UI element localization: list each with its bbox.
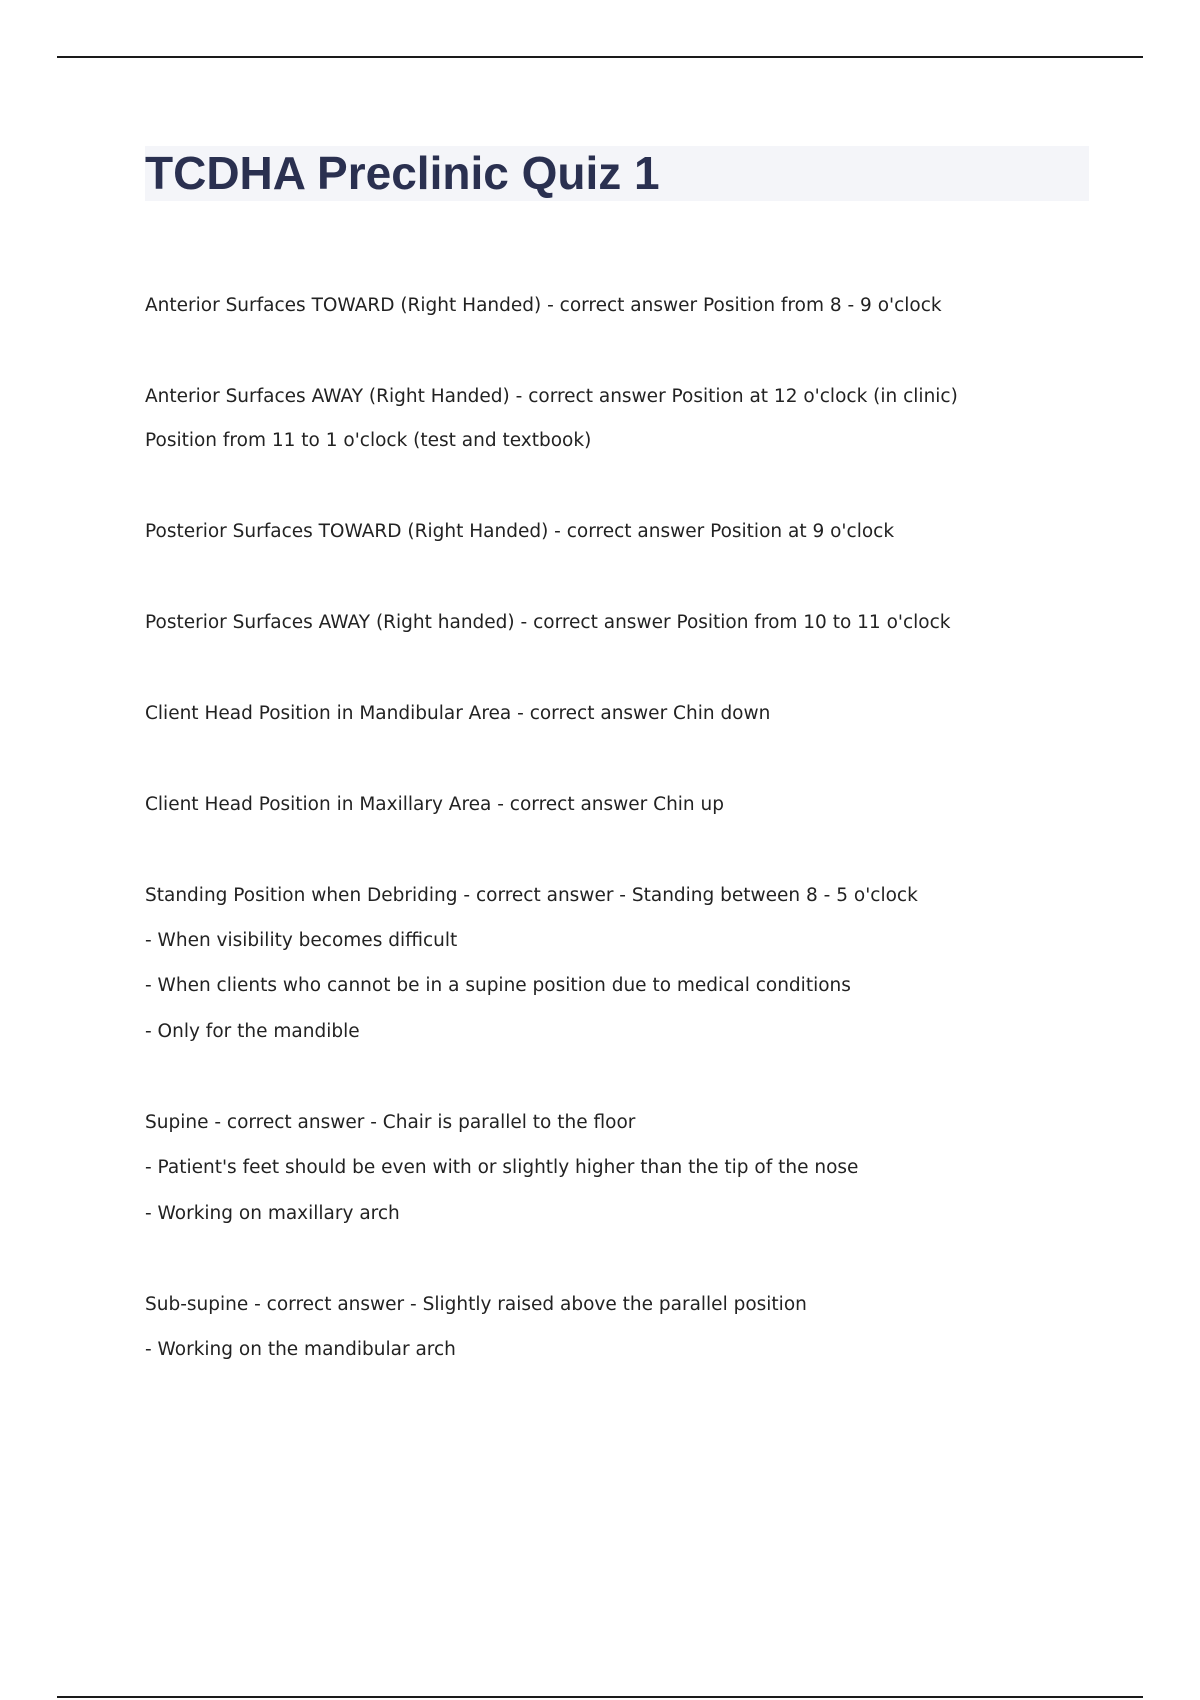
qa-line: - Working on maxillary arch [145,1203,400,1224]
qa-line: Client Head Position in Mandibular Area - correct answer Chin down [145,703,771,724]
qa-line: Anterior Surfaces TOWARD (Right Handed) - correct answer Position from 8 - 9 o'clock [145,295,942,316]
document-title: TCDHA Preclinic Quiz 1 [145,147,660,199]
qa-line: - When visibility becomes difficult [145,930,458,951]
qa-line: - Working on the mandibular arch [145,1339,456,1360]
qa-line: Anterior Surfaces AWAY (Right Handed) - correct answer Position at 12 o'clock (in clinic) [145,386,958,407]
qa-line: - Only for the mandible [145,1021,360,1042]
qa-line: Posterior Surfaces AWAY (Right handed) - correct answer Position from 10 to 11 o'clock [145,612,951,633]
qa-line: Posterior Surfaces TOWARD (Right Handed) - correct answer Position at 9 o'clock [145,521,895,542]
qa-line: Sub-supine - correct answer - Slightly raised above the parallel position [145,1294,807,1315]
qa-line: - Patient's feet should be even with or slightly higher than the tip of the nose [145,1157,859,1178]
bottom-rule [57,1696,1143,1698]
top-rule [57,56,1143,58]
qa-line: Client Head Position in Maxillary Area - correct answer Chin up [145,794,725,815]
qa-line: Supine - correct answer - Chair is parallel to the floor [145,1112,636,1133]
qa-line: Standing Position when Debriding - correct answer - Standing between 8 - 5 o'clock [145,885,918,906]
qa-line: Position from 11 to 1 o'clock (test and textbook) [145,430,592,451]
qa-line: - When clients who cannot be in a supine position due to medical conditions [145,975,851,996]
